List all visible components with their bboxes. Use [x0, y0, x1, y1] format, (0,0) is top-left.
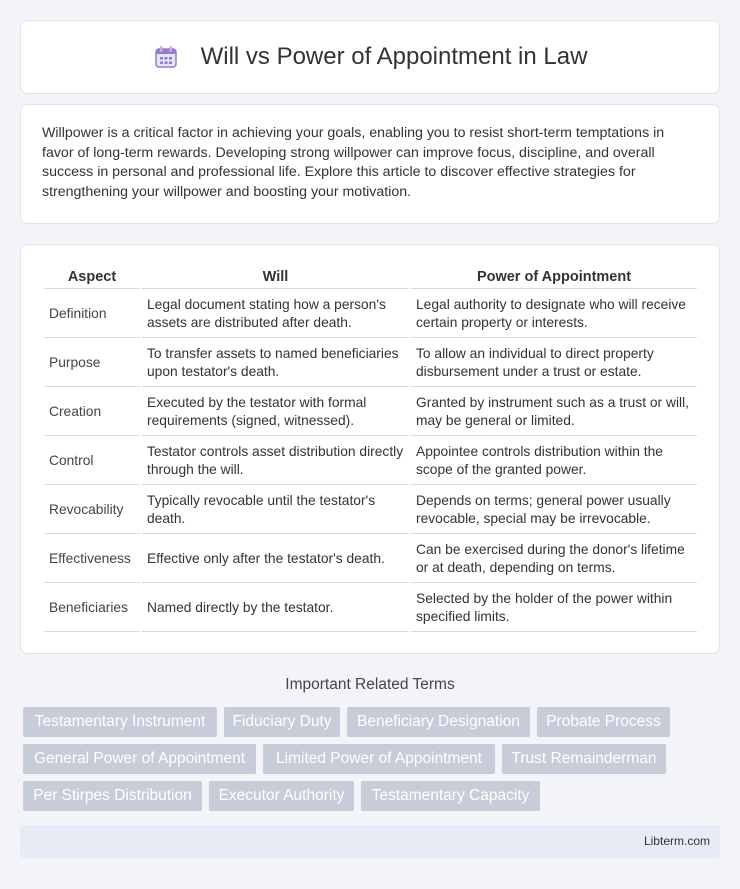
row-aspect: Definition [44, 291, 140, 338]
table-row [44, 389, 697, 436]
term-tag[interactable]: Fiduciary Duty [224, 707, 340, 737]
row-power: Depends on terms; general power usually revocable, special may be irrevocable. [411, 487, 697, 534]
term-tag[interactable]: Testamentary Instrument [23, 707, 217, 737]
row-aspect: Revocability [44, 487, 140, 534]
row-aspect: Control [44, 438, 140, 485]
term-tag[interactable]: Beneficiary Designation [347, 707, 530, 737]
term-tag[interactable]: Testamentary Capacity [361, 781, 540, 811]
header-aspect: Aspect [44, 265, 140, 289]
row-will: Effective only after the testator's death. [142, 536, 409, 583]
row-will: To transfer assets to named beneficiaries upon testator's death. [142, 340, 409, 387]
title-card [20, 20, 720, 94]
table-row [44, 585, 697, 632]
table-row [44, 438, 697, 485]
term-tag[interactable]: Executor Authority [209, 781, 354, 811]
term-tag[interactable]: Per Stirpes Distribution [23, 781, 202, 811]
related-terms-heading: Important Related Terms [285, 676, 455, 693]
table-row [44, 291, 697, 338]
row-aspect: Beneficiaries [44, 585, 140, 632]
intro-card [20, 104, 720, 224]
row-aspect: Purpose [44, 340, 140, 387]
comparison-table-card [20, 244, 720, 654]
row-power: Granted by instrument such as a trust or will, may be general or limited. [411, 389, 697, 436]
footer-site-link[interactable]: Libterm.com [643, 834, 710, 848]
table-header-row [44, 265, 697, 289]
term-tag[interactable]: Probate Process [537, 707, 670, 737]
table-row [44, 340, 697, 387]
header-will: Will [142, 265, 409, 289]
row-power: Legal authority to designate who will receive certain property or interests. [411, 291, 697, 338]
term-tag[interactable]: Limited Power of Appointment [263, 744, 495, 774]
row-power: Can be exercised during the donor's lifetime or at death, depending on terms. [411, 536, 697, 583]
term-tag[interactable]: Trust Remainderman [502, 744, 666, 774]
comparison-table [42, 263, 699, 634]
row-will: Legal document stating how a person's assets are distributed after death. [142, 291, 409, 338]
row-will: Executed by the testator with formal requirements (signed, witnessed). [142, 389, 409, 436]
header-power-of-appointment: Power of Appointment [411, 265, 697, 289]
row-power: To allow an individual to direct property disbursement under a trust or estate. [411, 340, 697, 387]
table-row [44, 487, 697, 534]
row-will: Typically revocable until the testator's death. [142, 487, 409, 534]
row-will: Testator controls asset distribution directly through the will. [142, 438, 409, 485]
table-row [44, 536, 697, 583]
row-aspect: Creation [44, 389, 140, 436]
intro-text: Willpower is a critical factor in achieving your goals, enabling you to resist short-term temptations in favor of long-term rewards. Developing strong willpower can improve focus, discipline, and overall success in personal and professional life. Explore this article to discover effective strategies for strengthening your willpower and boosting your motivation. [42, 125, 665, 200]
footer [20, 825, 720, 858]
row-power: Appointee controls distribution within the scope of the granted power. [411, 438, 697, 485]
row-aspect: Effectiveness [44, 536, 140, 583]
row-will: Named directly by the testator. [142, 585, 409, 632]
calendar-icon [153, 44, 179, 70]
row-power: Selected by the holder of the power within specified limits. [411, 585, 697, 632]
page-title: Will vs Power of Appointment in Law [200, 43, 588, 70]
term-tag[interactable]: General Power of Appointment [23, 744, 256, 774]
